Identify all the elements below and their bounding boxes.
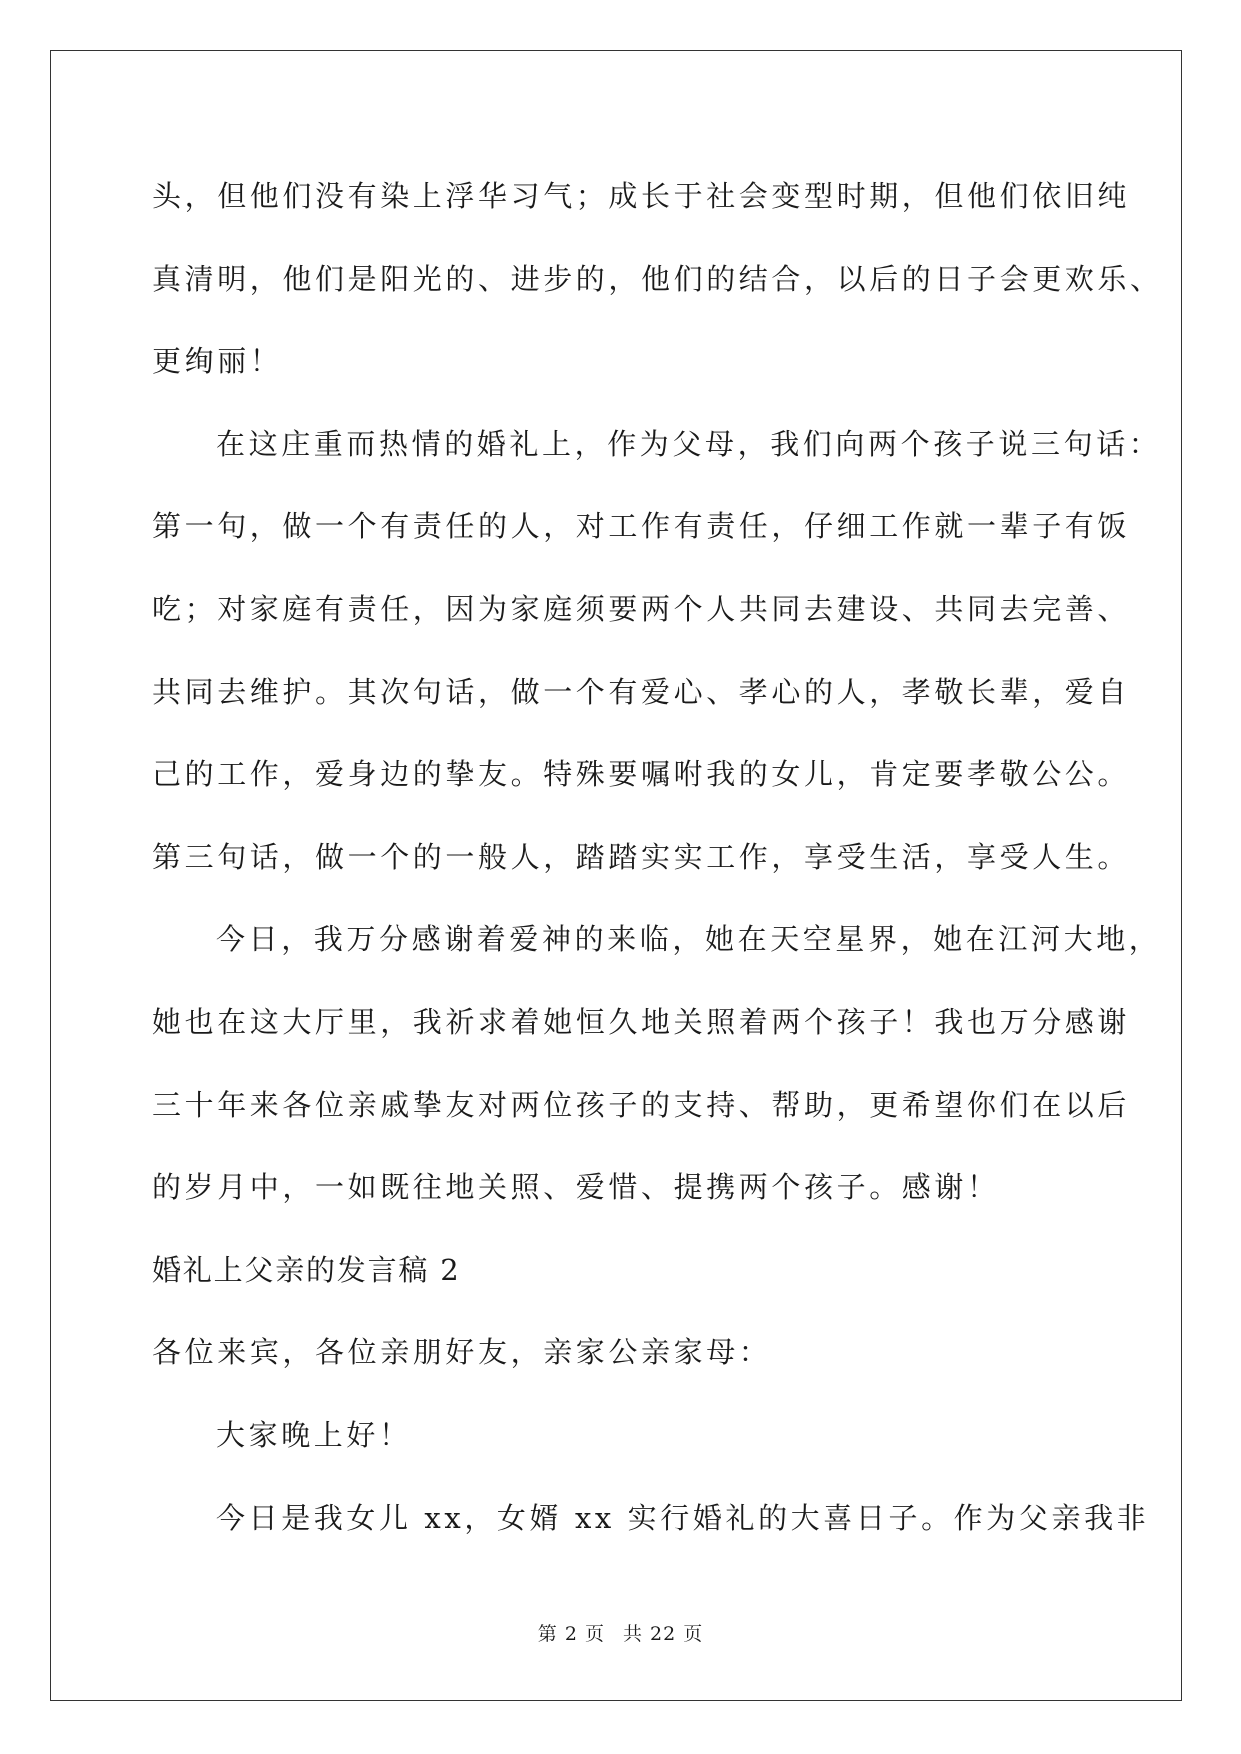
section-heading: 婚礼上父亲的发言稿 2 <box>152 1252 461 1287</box>
text-line: 第三句话，做一个的一般人，踏踏实实工作，享受生活，享受人生。 <box>152 839 1131 874</box>
paragraph-start-line: 今日是我女儿 xx，女婿 xx 实行婚礼的大喜日子。作为父亲我非 <box>216 1500 1150 1535</box>
page-number: 第 2 页 <box>537 1623 605 1645</box>
document-body <box>152 164 1163 1568</box>
text-line: 更绚丽！ <box>152 344 283 379</box>
text-line: 头，但他们没有染上浮华习气；成长于社会变型时期，但他们依旧纯 <box>152 179 1131 213</box>
text-line: 她也在这大厅里，我祈求着她恒久地关照着两个孩子！我也万分感谢 <box>152 1004 1131 1039</box>
text-line: 共同去维护。其次句话，做一个有爱心、孝心的人，孝敬长辈，爱自 <box>152 674 1131 709</box>
paragraph-start-line: 在这庄重而热情的婚礼上，作为父母，我们向两个孩子说三句话： <box>216 426 1162 461</box>
text-line: 真清明，他们是阳光的、进步的，他们的结合，以后的日子会更欢乐、 <box>152 261 1163 296</box>
greeting-line: 大家晚上好！ <box>216 1417 412 1452</box>
text-line: 吃；对家庭有责任，因为家庭须要两个人共同去建设、共同去完善、 <box>152 591 1131 626</box>
salutation-line: 各位来宾，各位亲朋好友，亲家公亲家母： <box>152 1335 772 1370</box>
text-line: 第一句，做一个有责任的人，对工作有责任，仔细工作就一辈子有饭 <box>152 509 1131 544</box>
paragraph-start-line: 今日，我万分感谢着爱神的来临，她在天空星界，她在江河大地， <box>216 922 1162 957</box>
page-footer <box>0 1619 1241 1646</box>
text-line: 三十年来各位亲戚挚友对两位孩子的支持、帮助，更希望你们在以后 <box>152 1087 1131 1122</box>
page-total: 共 22 页 <box>622 1623 704 1645</box>
text-line: 己的工作，爱身边的挚友。特殊要嘱咐我的女儿，肯定要孝敬公公。 <box>152 757 1131 792</box>
text-line: 的岁月中，一如既往地关照、爱惜、提携两个孩子。感谢！ <box>152 1170 1000 1205</box>
